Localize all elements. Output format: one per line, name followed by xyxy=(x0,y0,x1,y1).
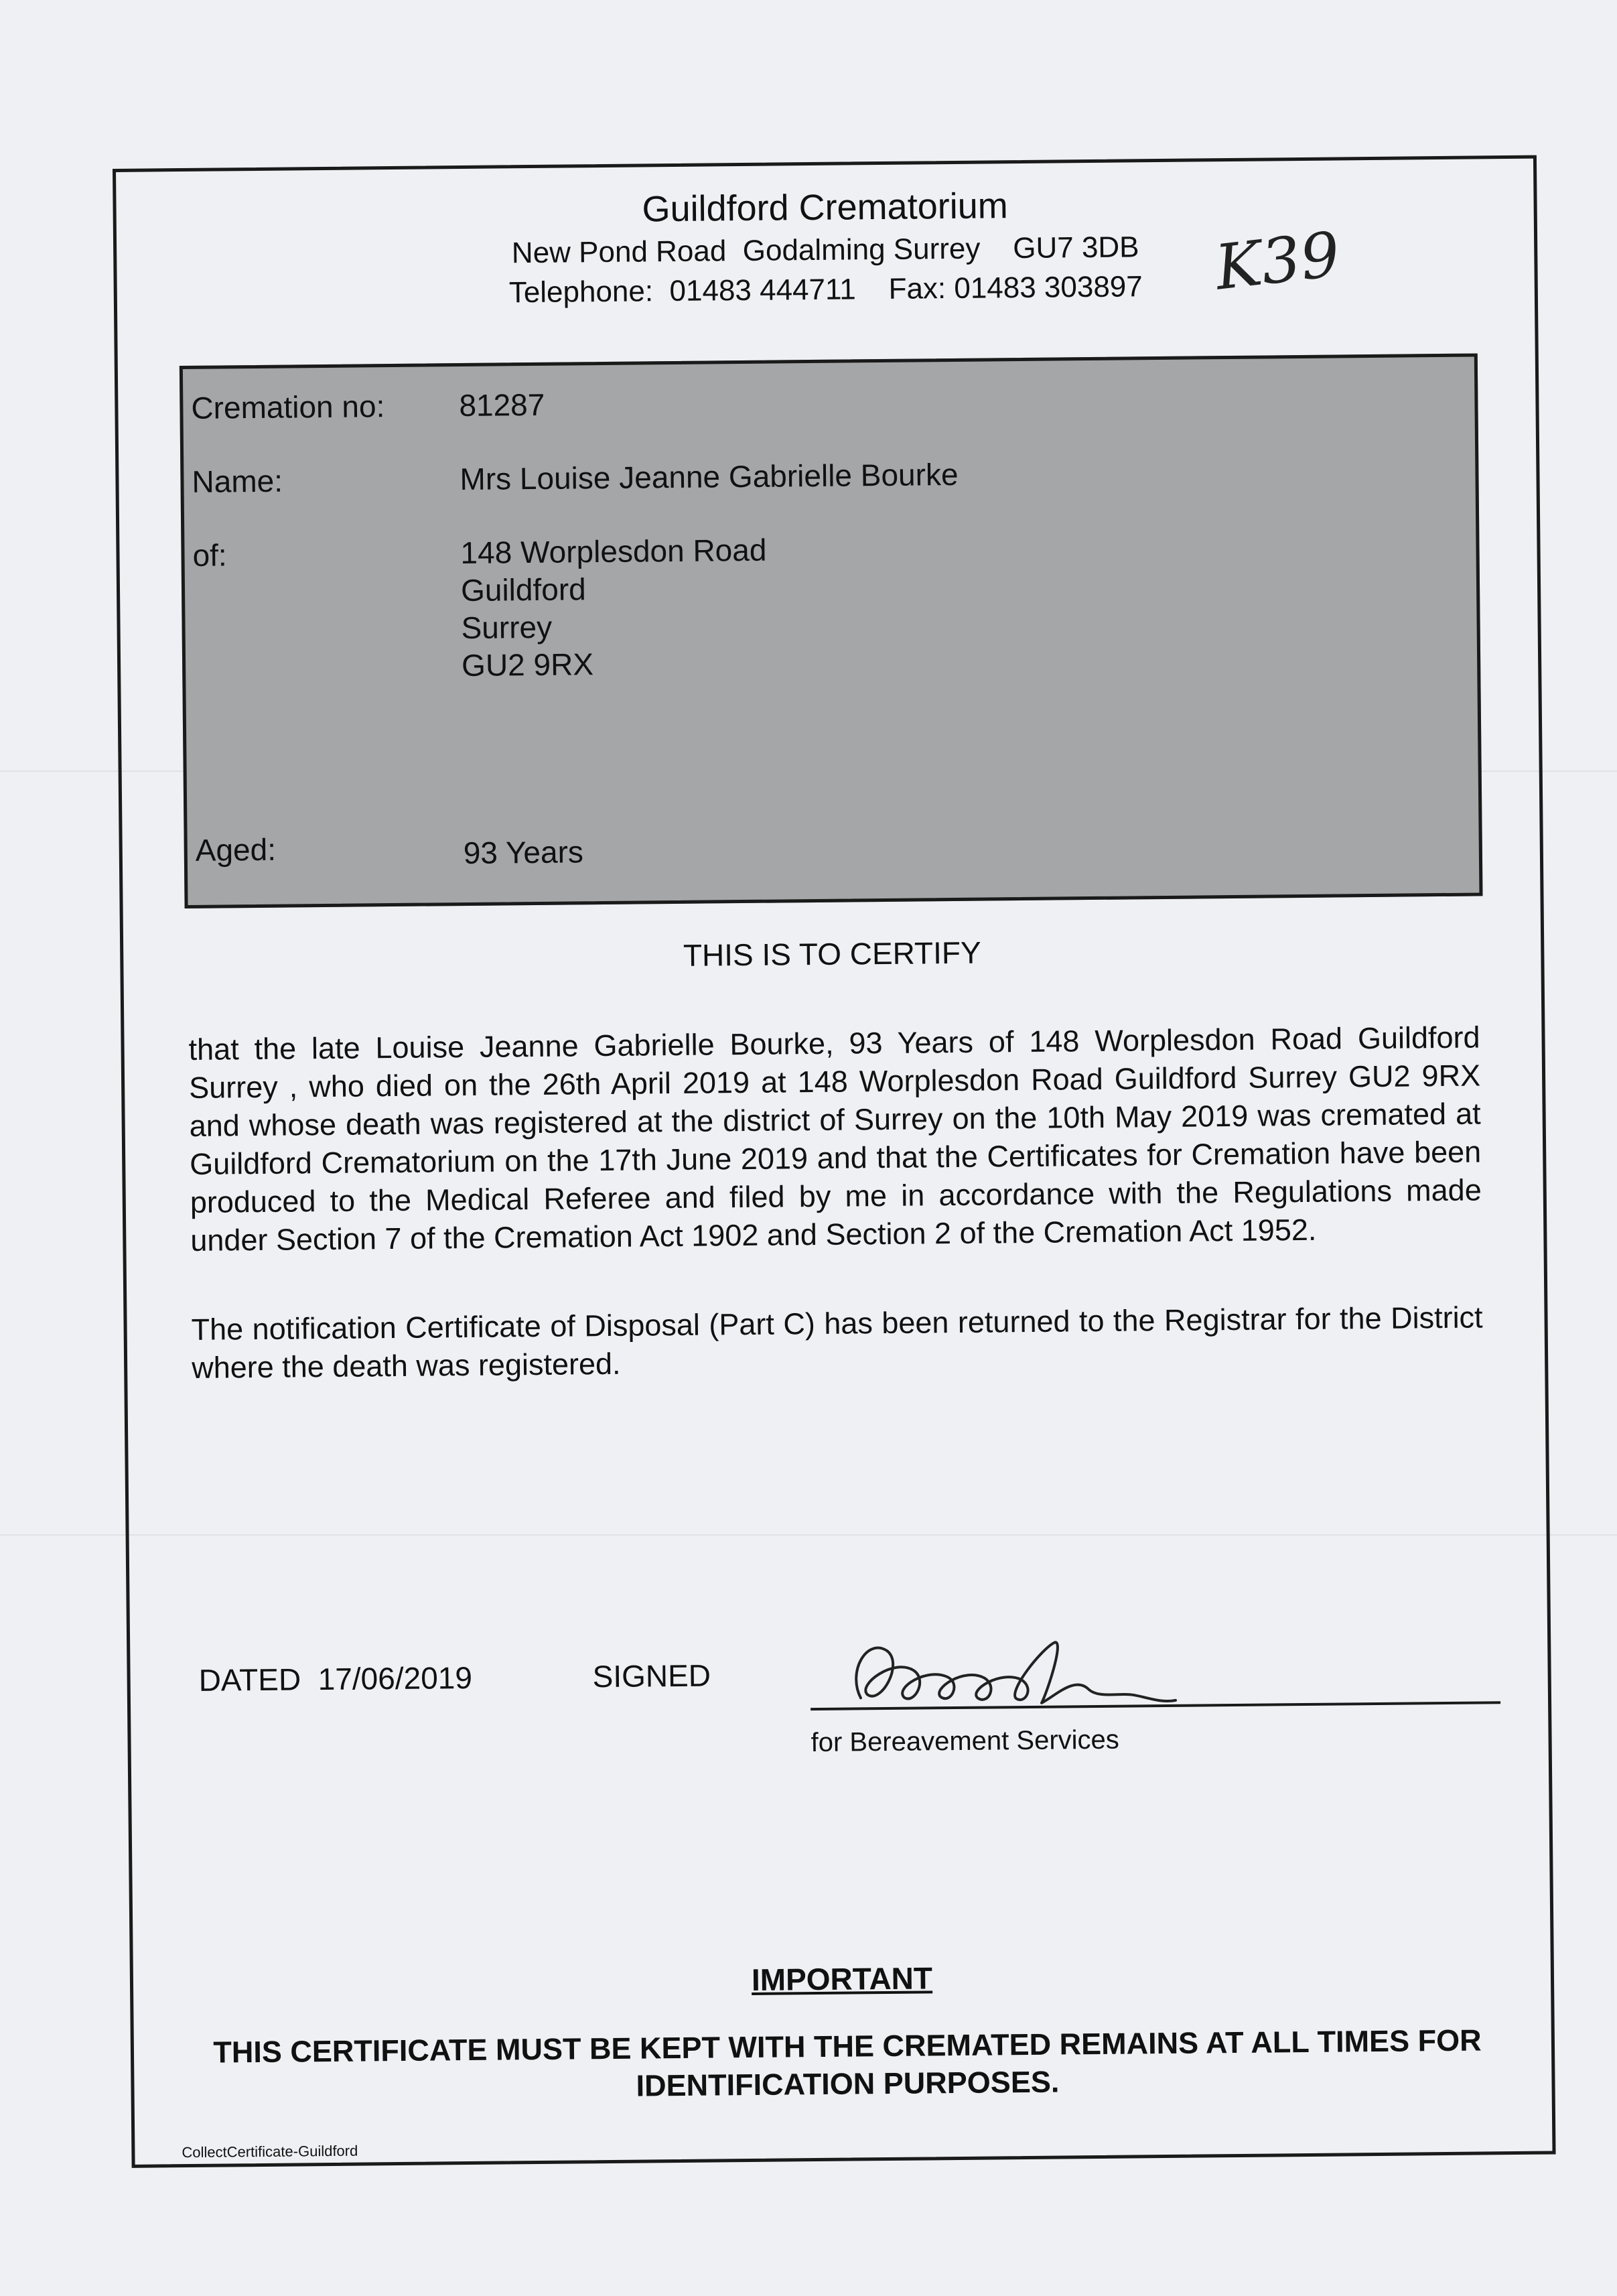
name-label: Name: xyxy=(192,463,283,499)
dated-field xyxy=(198,1660,472,1698)
disposal-paragraph: The notification Certificate of Disposal (Part C) has been returned to the Registrar for the District where the death was registered. xyxy=(191,1300,1483,1385)
organisation-name: Guildford Crematorium xyxy=(642,186,1008,230)
bereavement-services-label: for Bereavement Services xyxy=(811,1725,1119,1758)
address-line: Guildford xyxy=(460,571,586,608)
deceased-details-box xyxy=(180,353,1483,908)
footer-code: CollectCertificate-Guildford xyxy=(182,2142,358,2161)
cremation-no-label: Cremation no: xyxy=(191,389,385,425)
address-line: 148 Worplesdon Road xyxy=(460,532,767,571)
of-label: of: xyxy=(192,537,227,573)
address-line: Surrey xyxy=(461,609,553,646)
name-value: Mrs Louise Jeanne Gabrielle Bourke xyxy=(460,456,959,497)
aged-label: Aged: xyxy=(195,831,277,868)
organisation-contact: Telephone: 01483 444711 Fax: 01483 303897 xyxy=(508,270,1143,310)
signed-label: SIGNED xyxy=(592,1658,711,1694)
certification-paragraph: that the late Louise Jeanne Gabrielle Bourke, 93 Years of 148 Worplesdon Road Guildford Surrey , who died on the 26th April 2019 at 148 Worplesdon Road Guildford Surrey GU2 9RX and whose death was registered at the district of Surrey on the 10th May 2019 was cremated at Guildford Crematorium on the 17th June 2019 and that the Certificates for Cremation have been produced to the Medical Referee and filed by me in accordance with the Regulations made under Section 7 of the Cremation Act 1902 and Section 2 of the Cremation Act 1952. xyxy=(188,1020,1482,1258)
retention-notice: THIS CERTIFICATE MUST BE KEPT WITH THE CREMATED REMAINS AT ALL TIMES FOR IDENTIFICATION PURPOSES. xyxy=(213,2023,1482,2103)
dated-label: DATED xyxy=(198,1662,301,1698)
dated-value: 17/06/2019 xyxy=(318,1660,473,1697)
address-value xyxy=(460,531,768,684)
important-heading: IMPORTANT xyxy=(751,1960,933,1997)
certify-heading: THIS IS TO CERTIFY xyxy=(683,935,981,973)
aged-value: 93 Years xyxy=(463,834,584,871)
cremation-no-value: 81287 xyxy=(459,387,545,423)
handwritten-reference: K39 xyxy=(1211,218,1344,304)
certificate-frame xyxy=(113,155,1556,2168)
address-line: GU2 9RX xyxy=(461,647,594,683)
organisation-address: New Pond Road Godalming Surrey GU7 3DB xyxy=(511,230,1139,270)
